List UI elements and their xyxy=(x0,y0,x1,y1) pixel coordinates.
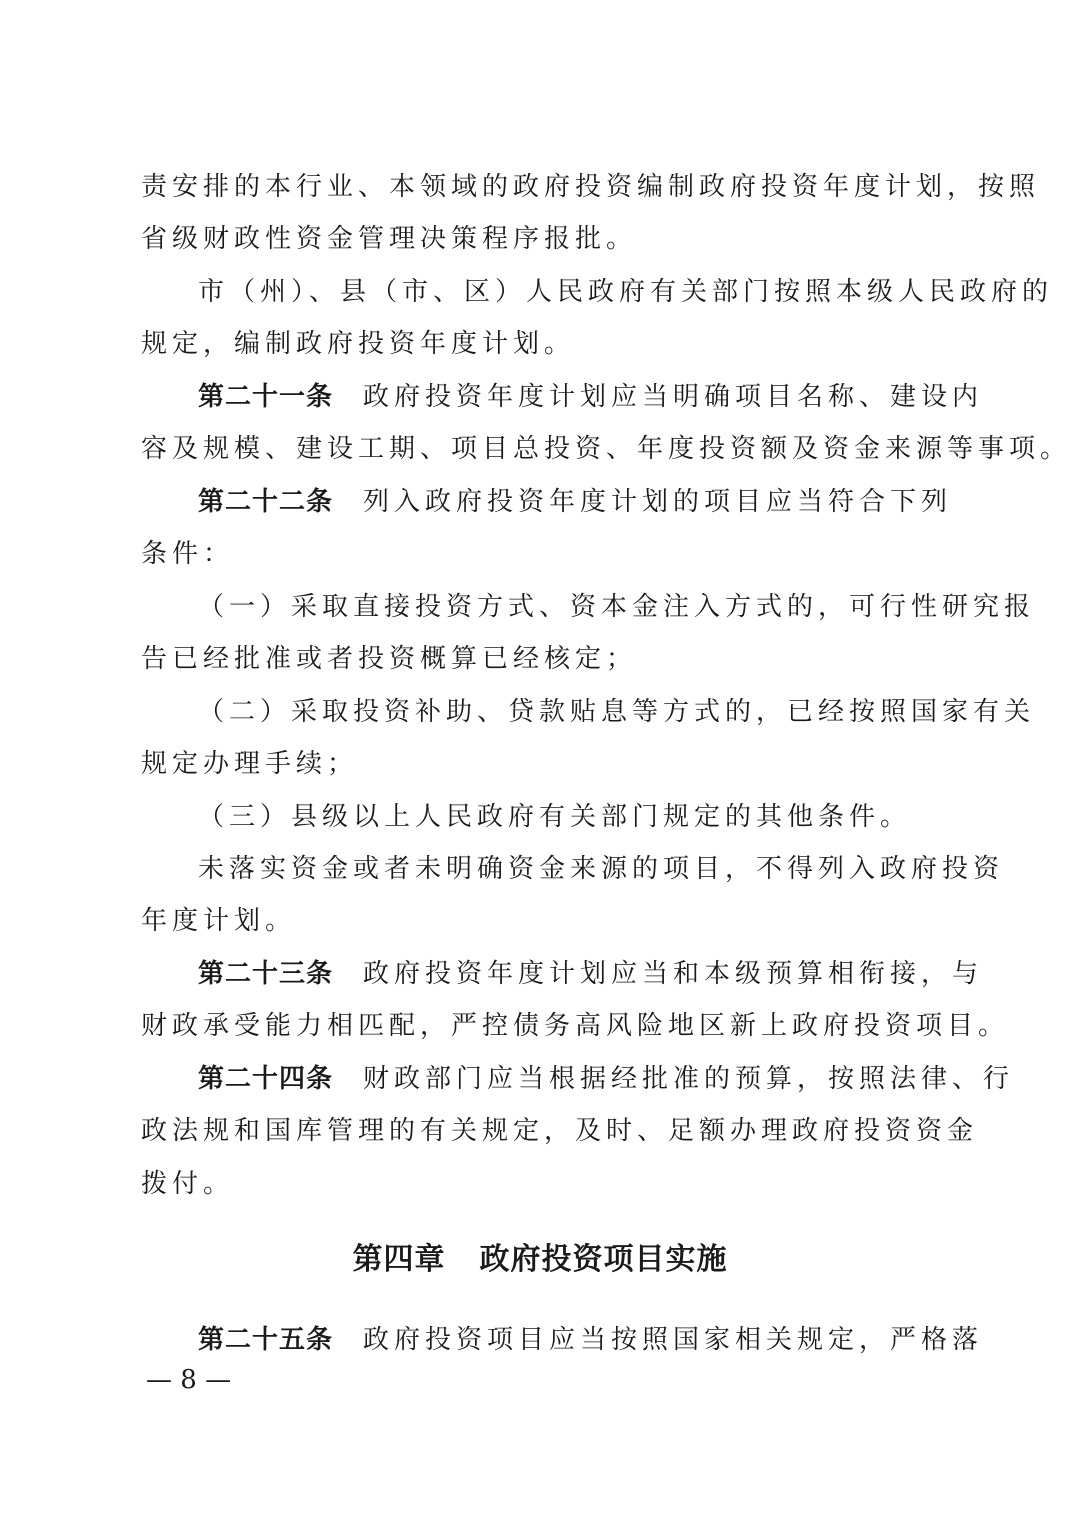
paragraph-line: 政法规和国库管理的有关规定，及时、足额办理政府投资资金 xyxy=(141,1116,979,1146)
paragraph-line: 规定办理手续； xyxy=(141,749,359,779)
list-item-line: （二）采取投资补助、贷款贴息等方式的，已经按照国家有关 xyxy=(198,697,1036,727)
article-24-label: 第二十四条 xyxy=(198,1064,334,1094)
article-23-label: 第二十三条 xyxy=(198,959,334,989)
article-23-text: 政府投资年度计划应当和本级预算相衔接，与 xyxy=(363,959,984,989)
paragraph-line: 年度计划。 xyxy=(141,906,297,936)
paragraph-line: 告已经批准或者投资概算已经核定； xyxy=(141,644,638,674)
paragraph-line: 未落实资金或者未明确资金来源的项目，不得列入政府投资 xyxy=(198,854,1005,884)
article-25-text: 政府投资项目应当按照国家相关规定，严格落 xyxy=(363,1325,984,1355)
chapter-heading xyxy=(0,1236,1080,1284)
article-21-text: 政府投资年度计划应当明确项目名称、建设内 xyxy=(363,382,984,412)
article-21-line xyxy=(198,377,984,417)
paragraph-line: 财政承受能力相匹配，严控债务高风险地区新上政府投资项目。 xyxy=(141,1011,1010,1041)
paragraph-line: 市（州）、县（市、区）人民政府有关部门按照本级人民政府的 xyxy=(198,277,1054,307)
paragraph-line: 容及规模、建设工期、项目总投资、年度投资额及资金来源等事项。 xyxy=(141,434,1072,464)
article-22-text: 列入政府投资年度计划的项目应当符合下列 xyxy=(363,487,953,517)
paragraph-line: 条件： xyxy=(141,539,235,569)
paragraph-line: 省级财政性资金管理决策程序报批。 xyxy=(141,224,638,254)
chapter-title: 政府投资项目实施 xyxy=(479,1242,728,1277)
article-21-label: 第二十一条 xyxy=(198,382,334,412)
paragraph-line: 拨付。 xyxy=(141,1169,235,1199)
paragraph-line: 规定，编制政府投资年度计划。 xyxy=(141,329,576,359)
page-number: — 8 — xyxy=(146,1365,232,1395)
article-24-text: 财政部门应当根据经批准的预算，按照法律、行 xyxy=(363,1064,1015,1094)
article-22-line xyxy=(198,482,953,522)
list-item-line: （三）县级以上人民政府有关部门规定的其他条件。 xyxy=(198,802,912,832)
chapter-number: 第四章 xyxy=(352,1242,446,1277)
article-24-line xyxy=(198,1059,1015,1099)
article-25-line xyxy=(198,1320,984,1360)
article-23-line xyxy=(198,954,984,994)
article-22-label: 第二十二条 xyxy=(198,487,334,517)
paragraph-line: 责安排的本行业、本领域的政府投资编制政府投资年度计划，按照 xyxy=(141,172,1041,202)
list-item-line: （一）采取直接投资方式、资本金注入方式的，可行性研究报 xyxy=(198,592,1036,622)
article-25-label: 第二十五条 xyxy=(198,1325,334,1355)
